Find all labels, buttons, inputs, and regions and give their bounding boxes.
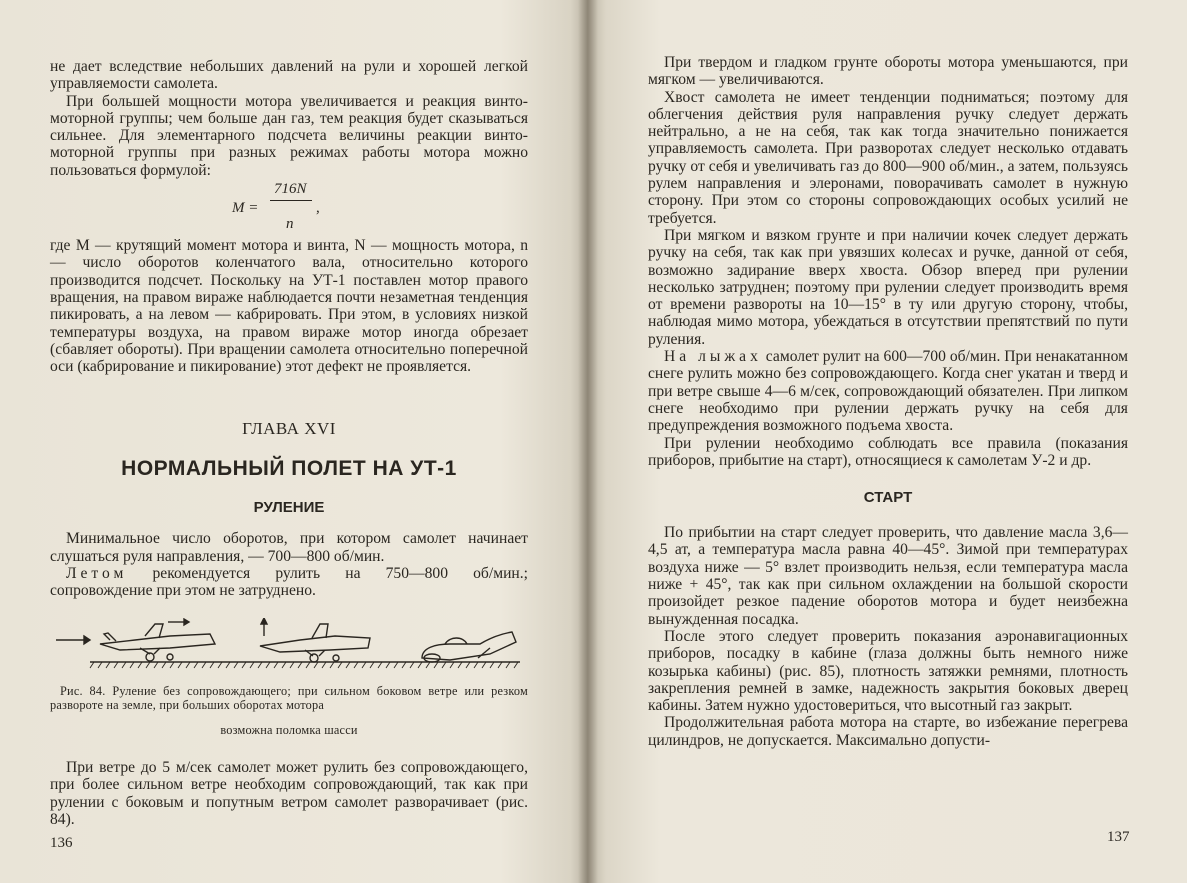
paragraph: Минимальное число оборотов, при котором самолет начинает слушаться руля направления, — 700—800 об/мин. [50,530,528,565]
spaced-emphasis: На лыжах [664,348,762,366]
formula-comma: , [316,200,320,217]
fraction-bar [270,200,312,201]
left-text-column [50,58,528,828]
formula-lhs: M = [232,200,259,217]
page-number-right: 137 [1107,829,1130,845]
paragraph: При твердом и гладком грунте обороты мотора уменьшаются, при мягком — увеличиваются. [648,54,1128,89]
page-number-left: 136 [50,835,73,851]
paragraph: Продолжительная работа мотора на старте, во избежание перегрева цилиндров, не допускается. Максимально допусти- [648,714,1128,749]
paragraph: После этого следует проверить показания аэронавигационных приборов, посадку в кабине (глаза должны быть немного ниже козырька кабины) (рис. 85), плотность затяжки ремнями, плотность закрепления ремней в замке, надежность закрытия боковых дверец кабины. Затем нужно удостовериться, что высотный газ закрыт. [648,627,1128,715]
paragraph: где M — крутящий момент мотора и винта, N — мощность мотора, n — число оборотов коленчатого вала, относительно которого производится подсчет. Поскольку на УТ-1 поставлен мотор правого вращения, на правом вираже наблюдается почти незаметная тенденция пикировать, а на левом — кабрировать. При этом, в условиях низкой температуры воздуха, на правом вираже мотор иногда обрезает (сбавляет обороты). При вращении самолета относительно поперечной оси (кабрирование и пикирование) этот дефект не проявляется. [50,237,528,376]
chapter-heading: ГЛАВА XVI [242,419,336,439]
paragraph: По прибытии на старт следует проверить, что давление масла 3,6—4,5 ат, а температура масла равна 40—45°. Зимой при температурах воздуха ниже — 5° взлет производить нельзя, если температура масла ниже + 45°, так как при сильном охлаждении на большой скорости произойдет резкое падение оборотов мотора и будет неизбежна вынужденная посадка. [648,524,1128,628]
paragraph: При большей мощности мотора увеличивается и реакция винто-моторной группы; чем больше дан газ, тем реакция будет сказываться сильнее. Для элементарного подсчета величины реакции винто-моторной группы при разных режимах работы мотора можно пользоваться формулой: [50,92,528,179]
formula-numerator: 716N [274,181,307,198]
taxiing-airplanes-illustration [50,618,528,674]
paragraph-text: рекомендуется рулить на 750—800 об/мин.; сопровождение при этом не затруднено. [50,565,528,600]
figure-svg [50,618,528,674]
paragraph: При мягком и вязком грунте и при наличии кочек следует держать ручку на себя, так как при увязших колесах и ручке, данной от себя, возможно задирание вверх хвоста. Обзор вперед при рулении несколько затруднен; поэтому при рулении следует производить время от времени развороты на 10—15° в ту или другую сторону, чтобы, наблюдая мимо мотора, убеждаться в отсутствии препятствий по пути руления. [648,226,1128,348]
figure-caption-continued: возможна поломка шасси [220,722,358,737]
paragraph: Хвост самолета не имеет тенденции подниматься; поэтому для облегчения действия руля направления ручку следует держать нейтрально, а не на себя, так как тогда значительно понижается управляемость самолета. При разворотах следует несколько отдавать ручку от себя и увеличивать газ до 800—900 об/мин., а затем, пользуясь рулем направления и элеронами, поворачивать самолет в нужную сторону. При этом со стороны сопровождающих особых усилий не требуется. [648,88,1128,227]
paragraph: При рулении необходимо соблюдать все правила (показания приборов, прибытие на старт), относящиеся к самолетам У-2 и др. [648,434,1128,469]
paragraph-text: самолет рулит на 600—700 об/мин. При ненакатанном снеге рулить можно без сопровождающего. Когда снег укатан и тверд и при ветре свыше 4—6 м/сек, сопровождающий обязателен. При липком снеге необходимо при рулении держать ручку на себя для предупреждения возможного подъема хвоста. [648,348,1128,435]
paragraph: не дает вследствие небольших давлений на рули и хорошей легкой управляемости самолета. [50,58,528,93]
book-gutter [578,0,598,883]
paragraph [50,565,528,600]
torque-formula [50,179,528,237]
right-text-column [648,54,1128,749]
paragraph [648,348,1128,434]
formula-denominator: n [286,216,294,233]
figure-caption: Рис. 84. Руление без сопровождающего; при сильном боковом ветре или резком развороте на земле, при больших оборотах мотора [50,683,528,713]
section-heading: СТАРТ [863,489,913,507]
section-heading: РУЛЕНИЕ [253,499,325,517]
paragraph: При ветре до 5 м/сек самолет может рулить без сопровождающего, при более сильном ветре необходим сопровождающий, так как при рулении с боковым и попутным ветром самолет разворачивает (рис. 84). [50,759,528,829]
spaced-emphasis: Летом [66,565,128,583]
chapter-title: НОРМАЛЬНЫЙ ПОЛЕТ НА УТ-1 [121,457,457,481]
